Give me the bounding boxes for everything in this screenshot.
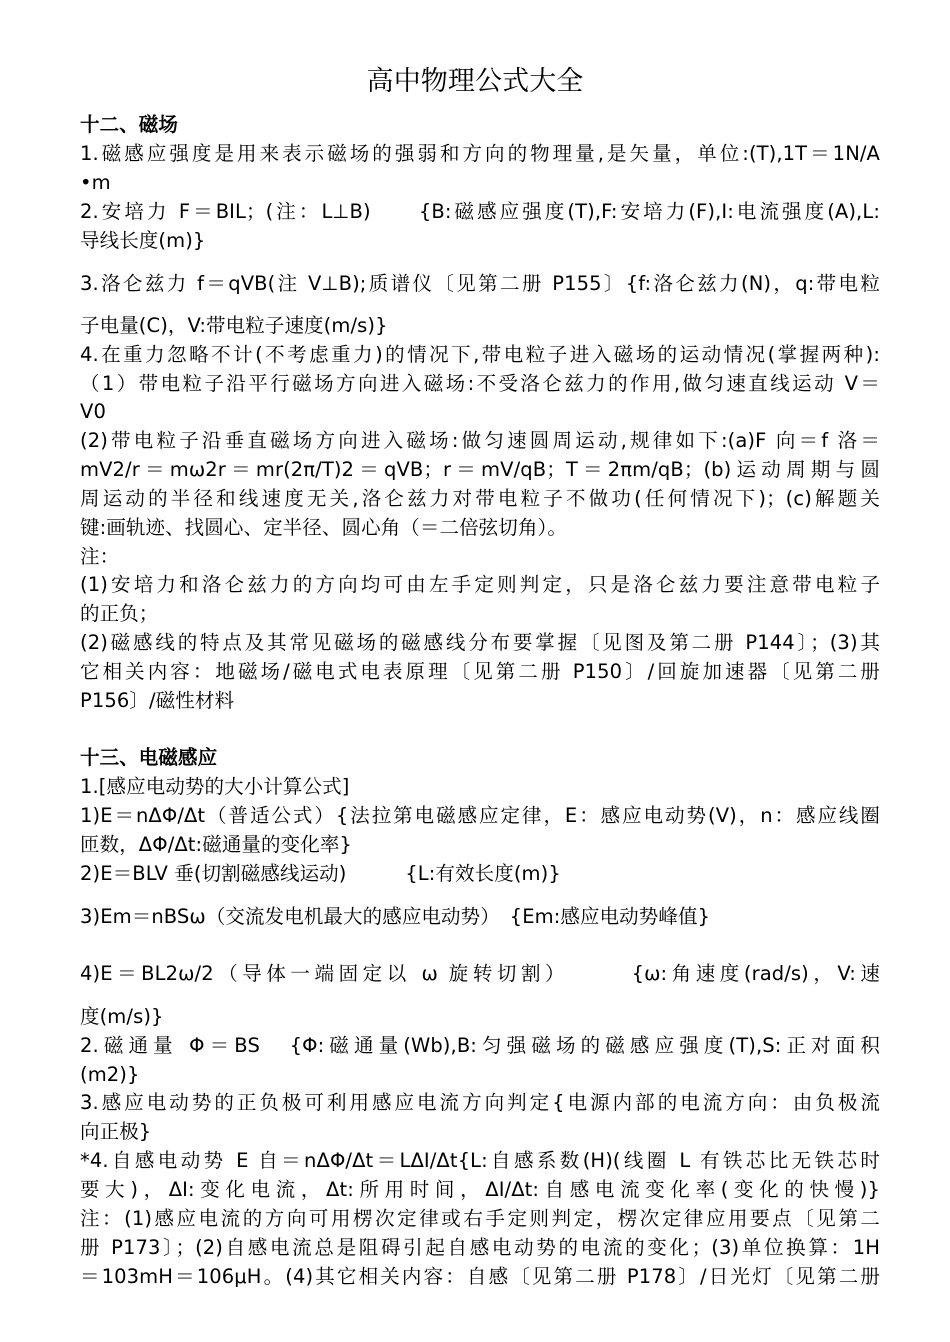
text-line: (2)带电粒子沿垂直磁场方向进入磁场:做匀速圆周运动,规律如下:(a)F 向＝f 洛＝ — [80, 429, 880, 452]
text-line: 周运动的半径和线速度无关,洛仑兹力对带电粒子不做功(任何情况下)；(c)解题关 — [80, 487, 880, 510]
text-line: 注：(1)感应电流的方向可用楞次定律或右手定则判定，楞次定律应用要点〔见第二 — [80, 1207, 880, 1230]
text-line: 册 P173〕；(2)自感电流总是阻碍引起自感电动势的电流的变化；(3)单位换算：1H — [80, 1236, 880, 1259]
text-line: (m2)} — [80, 1063, 140, 1086]
text-line: 的正负； — [80, 602, 159, 625]
text-line: V0 — [80, 400, 106, 423]
text-line: 1.[感应电动势的大小计算公式] — [80, 775, 350, 798]
text-line: 键:画轨迹、找圆心、定半径、圆心角（＝二倍弦切角）。 — [80, 516, 567, 539]
text-line: (1)安培力和洛仑兹力的方向均可由左手定则判定，只是洛仑兹力要注意带电粒子 — [80, 573, 880, 596]
text-line: 子电量(C)，V:带电粒子速度(m/s)} — [80, 314, 388, 337]
section-heading-electromagnetic-induction: 十三、电磁感应 — [80, 746, 218, 769]
text-line: 4)E＝BL2ω/2（导体一端固定以 ω 旋转切割） {ω:角速度(rad/s)，V:速 — [80, 962, 880, 985]
text-line: 3.感应电动势的正负极可利用感应电流方向判定{电源内部的电流方向：由负极流 — [80, 1091, 880, 1114]
text-line: •m — [80, 171, 111, 194]
text-line: 4.在重力忽略不计(不考虑重力)的情况下,带电粒子进入磁场的运动情况(掌握两种): — [80, 343, 880, 366]
text-line: 2.磁通量 Φ＝BS {Φ:磁通量(Wb),B:匀强磁场的磁感应强度(T),S:正对面积 — [80, 1034, 880, 1057]
text-line: ＝103mH＝106μH。(4)其它相关内容：自感〔见第二册 P178〕/日光灯〔见第二册 — [80, 1265, 880, 1288]
page-title: 高中物理公式大全 — [366, 66, 584, 97]
text-line: 注： — [80, 545, 120, 568]
text-line: 度(m/s)} — [80, 1005, 164, 1028]
text-line: 导线长度(m)} — [80, 229, 206, 252]
text-line: 3.洛仑兹力 f＝qVB(注 V⊥B);质谱仪〔见第二册 P155〕{f:洛仑兹力(N)，q:带电粒 — [80, 272, 880, 295]
text-line: *4.自感电动势 E 自＝nΔΦ/Δt＝LΔI/Δt{L:自感系数(H)(线圈 L 有铁芯比无铁芯时 — [80, 1149, 880, 1172]
section-heading-magnetic-field: 十二、磁场 — [80, 113, 179, 136]
text-line: 要大)，ΔI:变化电流，Δt:所用时间，ΔI/Δt:自感电流变化率(变化的快慢)} — [80, 1178, 880, 1201]
text-line: 2)E＝BLV 垂(切割磁感线运动) {L:有效长度(m)} — [80, 862, 561, 885]
text-line: P156〕/磁性材料 — [80, 689, 235, 712]
text-line: 1.磁感应强度是用来表示磁场的强弱和方向的物理量,是矢量，单位:(T),1T＝1N/A — [80, 142, 880, 165]
text-line: 3)Em＝nBSω（交流发电机最大的感应电动势） {Em:感应电动势峰值} — [80, 905, 711, 928]
text-line: (2)磁感线的特点及其常见磁场的磁感线分布要掌握〔见图及第二册 P144〕；(3)其 — [80, 631, 880, 654]
text-line: 2.安培力 F＝BIL；(注：L⊥B) {B:磁感应强度(T),F:安培力(F),I:电流强度(A),L: — [80, 200, 880, 223]
text-line: （1）带电粒子沿平行磁场方向进入磁场:不受洛仑兹力的作用,做匀速直线运动 V＝ — [80, 372, 880, 395]
text-line: 它相关内容：地磁场/磁电式电表原理〔见第二册 P150〕/回旋加速器〔见第二册 — [80, 660, 880, 683]
text-line: 匝数，ΔΦ/Δt:磁通量的变化率} — [80, 833, 352, 856]
text-line: mV2/r＝mω2r＝mr(2π/T)2＝qVB；r＝mV/qB；T＝2πm/qB；(b)运动周期与圆 — [80, 458, 880, 481]
text-line: 1)E＝nΔΦ/Δt（普适公式）{法拉第电磁感应定律，E：感应电动势(V)，n：感应线圈 — [80, 804, 880, 827]
text-line: 向正极} — [80, 1120, 152, 1143]
